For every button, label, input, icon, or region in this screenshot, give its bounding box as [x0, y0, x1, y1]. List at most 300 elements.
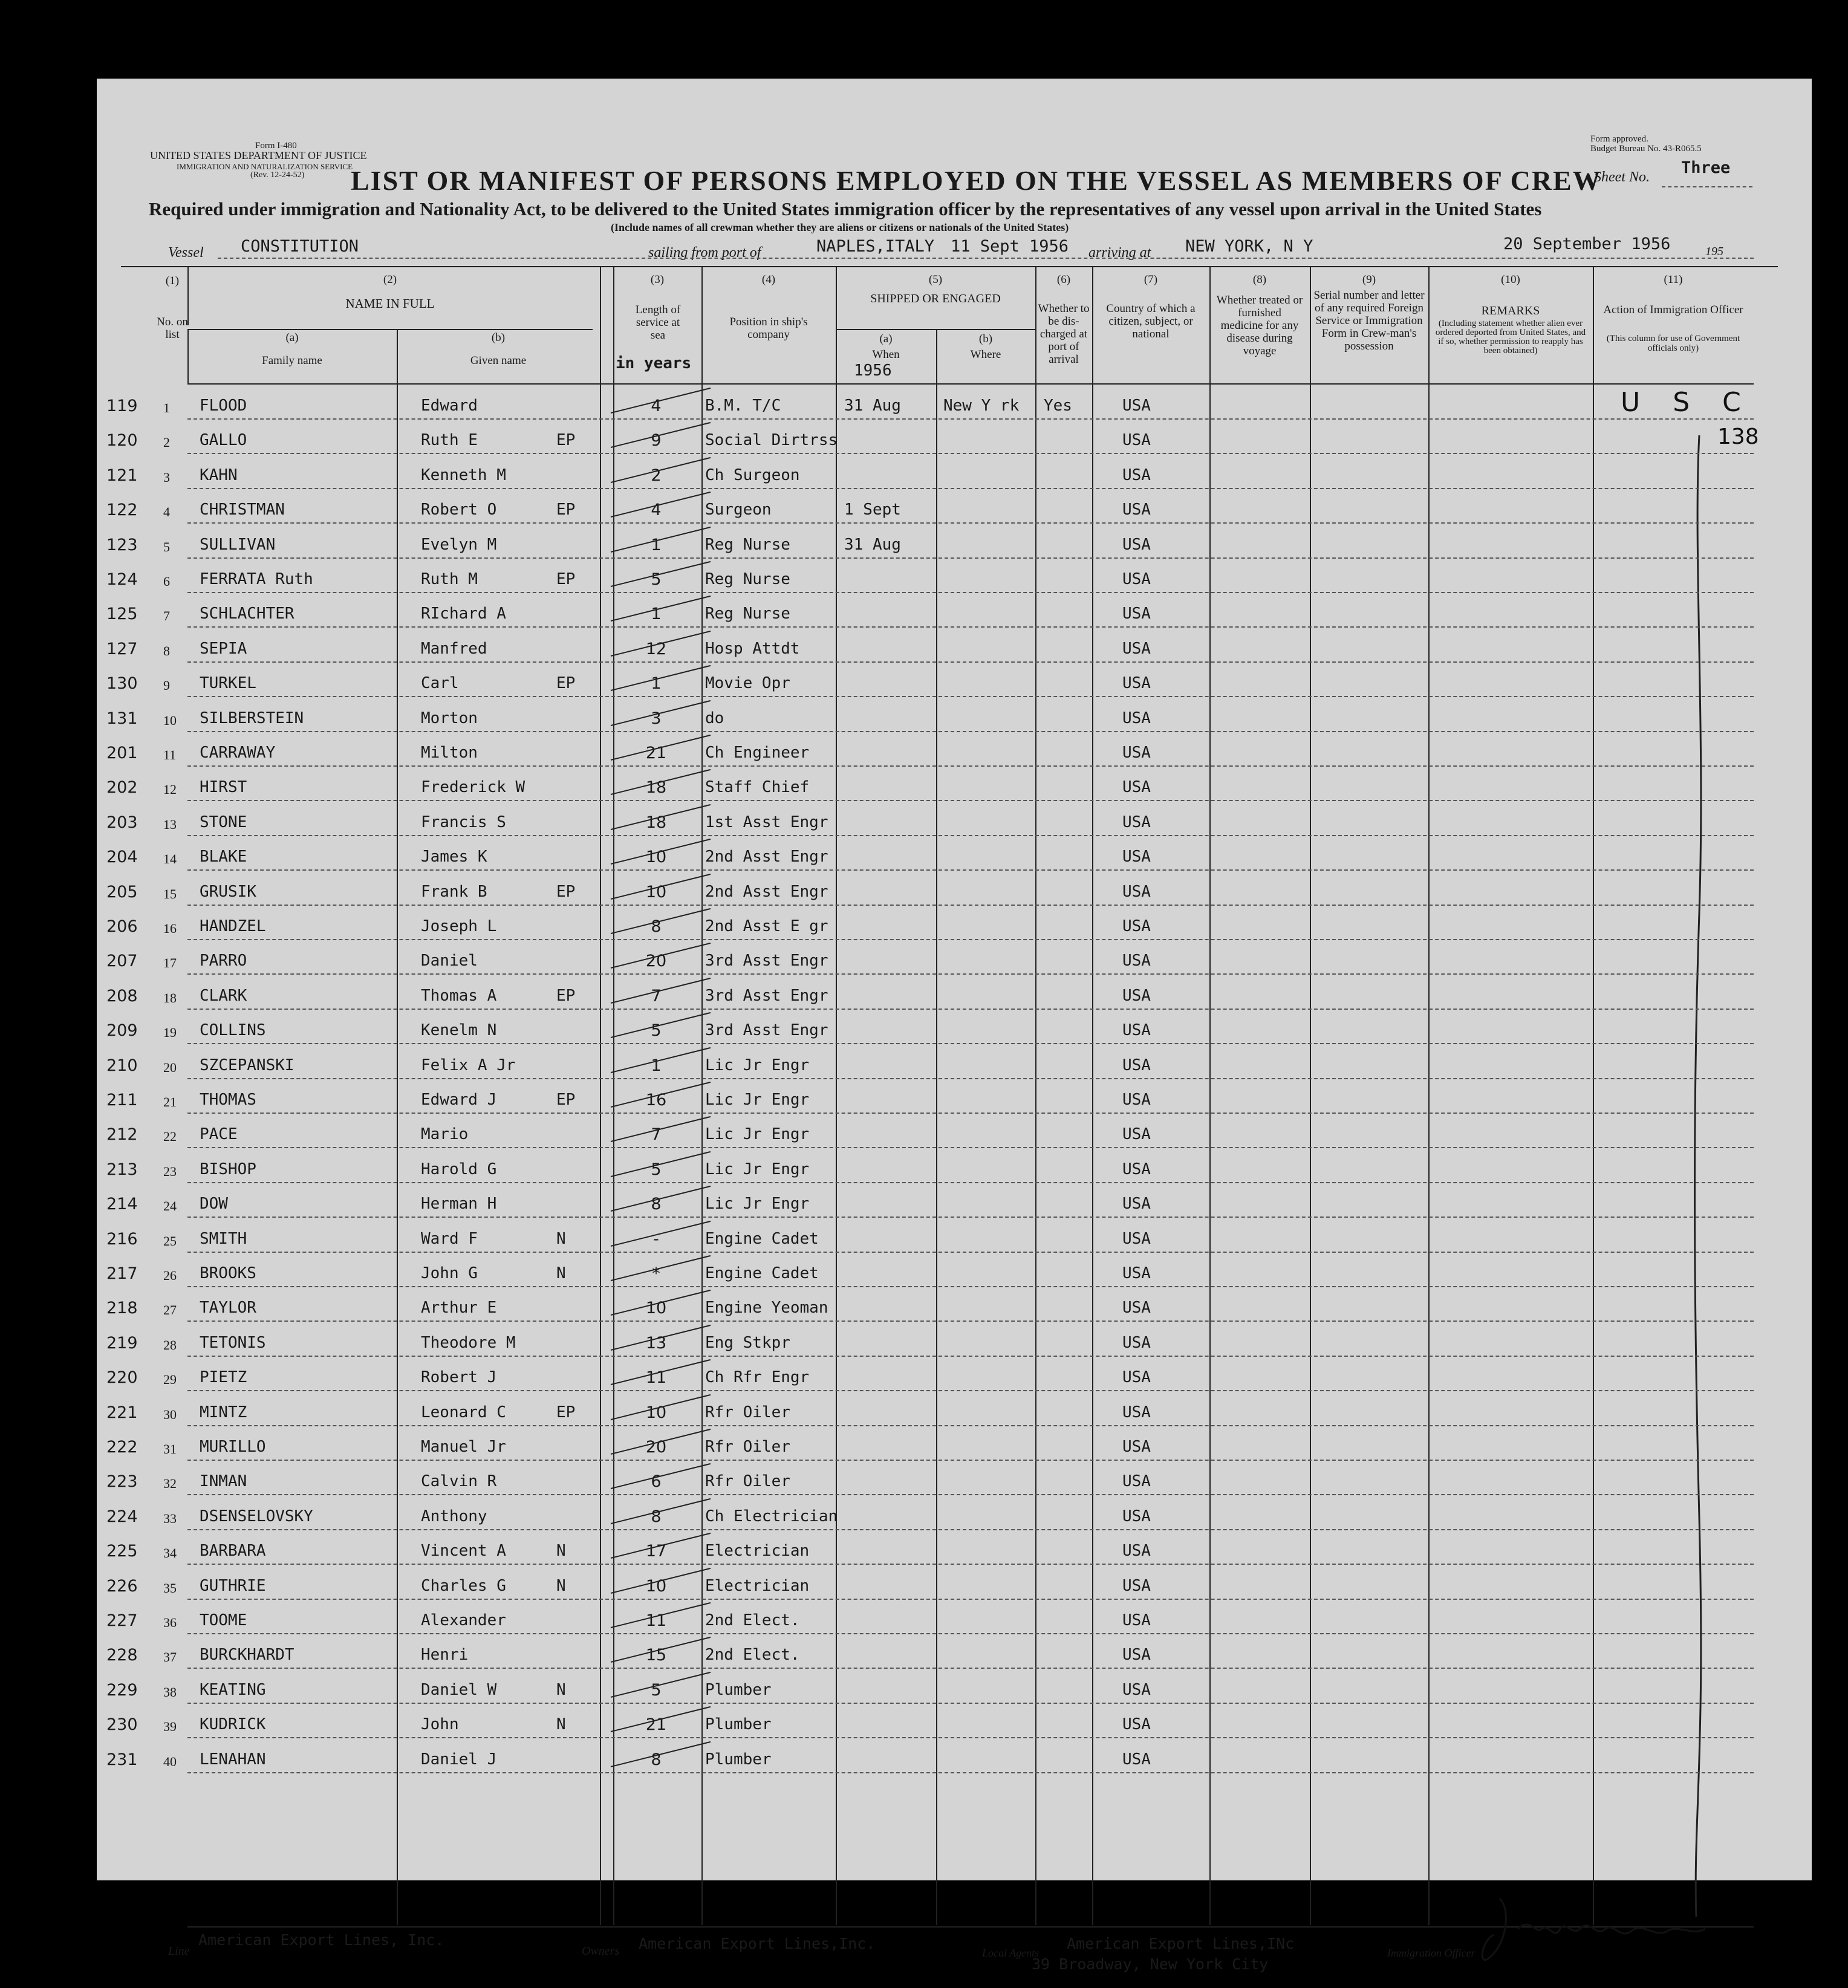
cell-given: Daniel: [421, 952, 478, 970]
cell-id: 127: [106, 640, 138, 658]
cell-n: 39: [163, 1719, 177, 1734]
cell-id: 225: [106, 1542, 138, 1561]
cell-given: James K: [421, 848, 487, 866]
cell-id: 214: [106, 1195, 138, 1213]
cell-country: USA: [1122, 1438, 1151, 1456]
cell-ep: EP: [556, 1091, 576, 1109]
cell-family: FLOOD: [200, 397, 247, 415]
cell-id: 209: [106, 1021, 138, 1040]
cell-country: USA: [1122, 1264, 1151, 1282]
cell-id: 208: [106, 987, 138, 1005]
table-row: [97, 1460, 1812, 1495]
cell-position: 2nd Elect.: [705, 1646, 800, 1664]
col1-header: No. on list: [157, 316, 188, 341]
cell-years: 6: [651, 1472, 662, 1491]
cell-n: 14: [163, 851, 177, 866]
cell-n: 9: [163, 678, 170, 693]
cell-years: 10: [645, 1403, 667, 1422]
cell-n: 36: [163, 1615, 177, 1630]
table-row: [97, 1530, 1812, 1565]
cell-position: Electrician: [705, 1577, 810, 1595]
cell-family: INMAN: [200, 1472, 247, 1490]
cell-given: Milton: [421, 744, 478, 762]
cell-position: Surgeon: [705, 501, 772, 519]
cell-family: PARRO: [200, 952, 247, 970]
cell-position: Lic Jr Engr: [705, 1160, 810, 1178]
table-row: [97, 940, 1812, 975]
cell-position: Rfr Oiler: [705, 1403, 790, 1421]
cell-years: 20: [645, 952, 667, 970]
cell-country: USA: [1122, 1611, 1151, 1629]
cell-id: 121: [106, 466, 138, 485]
cell-country: USA: [1122, 1542, 1151, 1560]
cell-n: 1: [163, 400, 170, 415]
col6-header: Whether to be dis-charged at port of arrival: [1038, 302, 1090, 366]
cell-position: Movie Opr: [705, 674, 790, 692]
table-row: [97, 1322, 1812, 1357]
cell-ep: EP: [556, 987, 576, 1005]
cell-family: TURKEL: [200, 674, 256, 692]
cell-given: Arthur E: [421, 1299, 497, 1317]
usc-annotation: U S C: [1621, 387, 1753, 418]
cell-given: Charles G: [421, 1577, 506, 1595]
cell-position: 2nd Asst E gr: [705, 917, 828, 935]
cell-family: PACE: [200, 1125, 238, 1143]
cell-years: 10: [645, 848, 667, 866]
cell-country: USA: [1122, 397, 1151, 415]
name-group-rule: [187, 329, 593, 330]
cell-id: 223: [106, 1472, 138, 1491]
cell-family: DSENSELOVSKY: [200, 1507, 313, 1525]
cell-id: 203: [106, 813, 138, 832]
cell-n: 32: [163, 1476, 177, 1491]
cell-ep: EP: [556, 570, 576, 588]
cell-position: 2nd Asst Engr: [705, 883, 828, 901]
cell-id: 124: [106, 570, 138, 589]
table-row: [97, 1495, 1812, 1530]
cell-family: DOW: [200, 1195, 228, 1213]
table-row: [97, 1391, 1812, 1426]
cell-given: Manfred: [421, 640, 487, 658]
cell-n: 26: [163, 1268, 177, 1283]
cell-country: USA: [1122, 778, 1151, 796]
cell-years: 10: [645, 1577, 667, 1596]
cell-country: USA: [1122, 883, 1151, 901]
cell-position: 2nd Elect.: [705, 1611, 800, 1629]
cell-position: Lic Jr Engr: [705, 1091, 810, 1109]
cell-n: 23: [163, 1164, 177, 1179]
cell-ep: EP: [556, 883, 576, 901]
cell-family: BURCKHARDT: [200, 1646, 294, 1664]
cell-years: -: [653, 1230, 659, 1249]
table-row: [97, 1565, 1812, 1600]
cell-family: COLLINS: [200, 1021, 266, 1039]
cell-position: Ch Rfr Engr: [705, 1368, 810, 1386]
cell-position: Plumber: [705, 1750, 772, 1769]
agency-service: IMMIGRATION AND NATURALIZATION SERVICE: [177, 162, 353, 171]
cell-id: 228: [106, 1646, 138, 1665]
cell-country: USA: [1122, 1750, 1151, 1769]
cell-country: USA: [1122, 674, 1151, 692]
cell-family: CHRISTMAN: [200, 501, 285, 519]
cell-id: 202: [106, 778, 138, 797]
cell-n: 13: [163, 817, 177, 832]
table-row: [97, 1287, 1812, 1322]
col1-number: (1): [165, 274, 180, 287]
cell-country: USA: [1122, 501, 1151, 519]
cell-given: Carl: [421, 674, 459, 692]
cell-country: USA: [1122, 536, 1151, 554]
cell-given: Calvin R: [421, 1472, 497, 1490]
table-row: [97, 1044, 1812, 1079]
cell-when: 31 Aug: [844, 397, 901, 415]
cell-id: 218: [106, 1299, 138, 1317]
cell-years: 5: [651, 1160, 662, 1179]
cell-n: 19: [163, 1025, 177, 1040]
table-row: [97, 766, 1812, 801]
cell-position: Plumber: [705, 1681, 772, 1699]
cell-family: MURILLO: [200, 1438, 266, 1456]
cell-country: USA: [1122, 1472, 1151, 1490]
cell-family: GRUSIK: [200, 883, 256, 901]
vessel-name: CONSTITUTION: [241, 237, 359, 256]
manifest-page: [97, 79, 1812, 1973]
cell-years: 12: [645, 640, 667, 658]
col3-header: Length of service at sea: [635, 304, 681, 342]
cell-position: do: [705, 709, 724, 727]
cell-family: SULLIVAN: [200, 536, 276, 554]
cell-family: GUTHRIE: [200, 1577, 266, 1595]
cell-family: TOOME: [200, 1611, 247, 1629]
table-row: [97, 419, 1812, 454]
cell-country: USA: [1122, 1334, 1151, 1352]
col9-number: (9): [1362, 273, 1376, 286]
cell-id: 206: [106, 917, 138, 936]
cell-n: 16: [163, 921, 177, 936]
cell-years: 10: [645, 883, 667, 901]
cell-country: USA: [1122, 431, 1151, 449]
cell-given: Edward: [421, 397, 478, 415]
cell-position: Ch Engineer: [705, 744, 810, 762]
cell-position: Eng Stkpr: [705, 1334, 790, 1352]
cell-given: Kenneth M: [421, 466, 506, 484]
cell-position: Social Dirtrss: [705, 431, 838, 449]
cell-n: 18: [163, 990, 177, 1005]
cell-country: USA: [1122, 1507, 1151, 1525]
cell-family: HIRST: [200, 778, 247, 796]
cell-n: 34: [163, 1545, 177, 1561]
cell-given: John: [421, 1715, 459, 1733]
cell-given: Francis S: [421, 813, 506, 831]
cell-n: 6: [163, 574, 170, 589]
col2-number: (2): [383, 273, 397, 286]
page-subtitle: Required under immigration and Nationality Act, to be delivered to the United States immigration officer by the representatives of any vessel upon arrival in the United States: [149, 198, 1542, 219]
cell-family: MINTZ: [200, 1403, 247, 1421]
cell-family: BISHOP: [200, 1160, 256, 1178]
cell-id: 213: [106, 1160, 138, 1179]
cell-country: USA: [1122, 1125, 1151, 1143]
cell-years: 21: [645, 744, 667, 762]
cell-years: 7: [651, 1125, 662, 1144]
cell-n: 2: [163, 435, 170, 450]
cell-given: Daniel W: [421, 1681, 497, 1699]
cell-years: 8: [651, 1750, 662, 1769]
table-row: [97, 1218, 1812, 1253]
cell-years: 18: [645, 778, 667, 797]
cell-given: Edward J: [421, 1091, 497, 1109]
agency-name: UNITED STATES DEPARTMENT OF JUSTICE: [150, 149, 367, 161]
cell-given: Herman H: [421, 1195, 497, 1213]
cell-position: Rfr Oiler: [705, 1438, 790, 1456]
cell-country: USA: [1122, 744, 1151, 762]
cell-n: 8: [163, 643, 170, 658]
cell-family: KAHN: [200, 466, 238, 484]
table-row: [97, 1079, 1812, 1114]
cell-n: 30: [163, 1407, 177, 1422]
cell-id: 227: [106, 1611, 138, 1630]
form-revision: (Rev. 12-24-52): [250, 171, 305, 180]
table-row: [97, 1669, 1812, 1704]
cell-given: Robert J: [421, 1368, 497, 1386]
cell-given: Theodore M: [421, 1334, 516, 1352]
cell-n: 27: [163, 1302, 177, 1317]
cell-ep: EP: [556, 674, 576, 692]
cell-family: KEATING: [200, 1681, 266, 1699]
col5a-number: (a): [879, 333, 893, 345]
col5-header: SHIPPED OR ENGAGED: [870, 292, 1001, 305]
cell-id: 220: [106, 1368, 138, 1387]
row-rule: [187, 1772, 1754, 1773]
cell-years: 4: [651, 501, 662, 519]
cell-country: USA: [1122, 1160, 1151, 1178]
cell-family: SILBERSTEIN: [200, 709, 304, 727]
cell-given: Daniel J: [421, 1750, 497, 1769]
table-row: [97, 662, 1812, 697]
cell-position: Ch Electrician: [705, 1507, 838, 1525]
cell-ep: N: [556, 1230, 566, 1248]
cell-years: 7: [651, 987, 662, 1005]
cell-years: 1: [651, 674, 662, 693]
cell-years: 21: [645, 1715, 667, 1734]
cell-years: 2: [651, 466, 662, 485]
col5-number: (5): [928, 273, 943, 286]
cell-family: CARRAWAY: [200, 744, 276, 762]
vessel-label: Vessel: [168, 245, 204, 261]
cell-family: STONE: [200, 813, 247, 831]
cell-position: B.M. T/C: [705, 397, 781, 415]
cell-country: USA: [1122, 1021, 1151, 1039]
cell-family: PIETZ: [200, 1368, 247, 1386]
table-row: [97, 1634, 1812, 1669]
cell-position: Ch Surgeon: [705, 466, 800, 484]
cell-family: SEPIA: [200, 640, 247, 658]
cell-id: 122: [106, 501, 138, 519]
cell-family: TETONIS: [200, 1334, 266, 1352]
cell-country: USA: [1122, 605, 1151, 623]
cell-n: 5: [163, 539, 170, 554]
cell-given: Frederick W: [421, 778, 525, 796]
col2a-number: (a): [285, 331, 299, 344]
cell-family: BARBARA: [200, 1542, 266, 1560]
cell-years: 5: [651, 1021, 662, 1040]
col10-header: REMARKS: [1481, 304, 1540, 317]
cell-given: Vincent A: [421, 1542, 506, 1560]
table-top-rule: [121, 266, 1778, 267]
table-row: [97, 628, 1812, 663]
cell-family: HANDZEL: [200, 917, 266, 935]
cell-n: 28: [163, 1337, 177, 1353]
table-row: [97, 1252, 1812, 1287]
cell-ep: N: [556, 1542, 566, 1560]
table-row: [97, 385, 1812, 420]
table-row: [97, 454, 1812, 489]
cell-given: Morton: [421, 709, 478, 727]
col3-number: (3): [650, 273, 665, 286]
table-row: [97, 1599, 1812, 1634]
cell-years: 9: [651, 431, 662, 450]
cell-position: 1st Asst Engr: [705, 813, 828, 831]
cell-position: Lic Jr Engr: [705, 1195, 810, 1213]
cell-position: Engine Cadet: [705, 1264, 819, 1282]
col4-header: Position in ship's company: [729, 316, 808, 341]
col5b-number: (b): [978, 333, 993, 345]
cell-when: 1 Sept: [844, 501, 901, 519]
col2b-number: (b): [491, 331, 506, 344]
cell-country: USA: [1122, 640, 1151, 658]
cell-years: 20: [645, 1438, 667, 1457]
table-row: [97, 1426, 1812, 1461]
departure-port: NAPLES,ITALY: [816, 237, 935, 256]
cell-family: FERRATA Ruth: [200, 570, 313, 588]
cell-family: BROOKS: [200, 1264, 256, 1282]
cell-country: USA: [1122, 1715, 1151, 1733]
agents-address: 39 Broadway, New York City: [1032, 1955, 1269, 1973]
cell-years: 1: [651, 536, 662, 554]
cell-n: 24: [163, 1198, 177, 1213]
officer-label: Immigration Officer: [1387, 1947, 1475, 1959]
cell-position: 3rd Asst Engr: [705, 1021, 828, 1039]
owners-label: Owners: [582, 1944, 620, 1958]
cell-id: 230: [106, 1715, 138, 1734]
cell-n: 33: [163, 1511, 177, 1526]
table-row: [97, 871, 1812, 906]
col5a-header: When: [872, 348, 900, 361]
cell-ep: N: [556, 1264, 566, 1282]
cell-given: Felix A Jr: [421, 1056, 516, 1074]
cell-n: 15: [163, 886, 177, 901]
cell-given: Ward F: [421, 1230, 478, 1248]
cell-n: 7: [163, 608, 170, 623]
cell-n: 10: [163, 713, 177, 728]
departure-date: 11 Sept 1956: [951, 237, 1069, 256]
cell-n: 29: [163, 1372, 177, 1387]
cell-years: 1: [651, 1056, 662, 1075]
col7-number: (7): [1144, 273, 1158, 286]
cell-id: 222: [106, 1438, 138, 1457]
cell-id: 212: [106, 1125, 138, 1144]
sheet-value: Three: [1681, 158, 1731, 177]
cell-years: 17: [645, 1542, 667, 1561]
cell-given: Manuel Jr: [421, 1438, 506, 1456]
cell-given: Mario: [421, 1125, 469, 1143]
cell-given: John G: [421, 1264, 478, 1282]
crew-inclusion-note: (Include names of all crewman whether they are aliens or citizens or nationals of the United States): [611, 221, 1069, 233]
arrival-port: NEW YORK, N Y: [1185, 237, 1313, 256]
cell-country: USA: [1122, 709, 1151, 727]
line-label: Line: [168, 1944, 190, 1958]
cell-position: Lic Jr Engr: [705, 1056, 810, 1074]
cell-n: 3: [163, 470, 170, 485]
cell-position: Reg Nurse: [705, 570, 790, 588]
cell-ep: EP: [556, 501, 576, 519]
col2a-header: Family name: [262, 354, 322, 367]
cell-id: 125: [106, 605, 138, 623]
cell-n: 37: [163, 1649, 177, 1665]
col10-subheader: (Including statement whether alien ever ordered deported from United States, and if so, whether permission to reapply has been obtained): [1435, 319, 1586, 356]
cell-id: 119: [106, 397, 138, 415]
cell-years: 13: [645, 1334, 667, 1353]
table-row: [97, 1356, 1812, 1391]
year-suffix: 195: [1705, 245, 1723, 258]
col3-units: in years: [616, 354, 692, 372]
cell-position: 2nd Asst Engr: [705, 848, 828, 866]
cell-country: USA: [1122, 1577, 1151, 1595]
cell-given: Harold G: [421, 1160, 497, 1178]
table-row: [97, 905, 1812, 940]
cell-position: Reg Nurse: [705, 536, 790, 554]
cell-position: 3rd Asst Engr: [705, 987, 828, 1005]
cell-given: Ruth E: [421, 431, 478, 449]
table-row: [97, 558, 1812, 593]
cell-discharge: Yes: [1044, 397, 1072, 415]
cell-id: 201: [106, 744, 138, 762]
col6-number: (6): [1056, 273, 1071, 286]
table-row: [97, 524, 1812, 559]
cell-n: 22: [163, 1129, 177, 1144]
cell-id: 217: [106, 1264, 138, 1283]
cell-years: 10: [645, 1299, 667, 1317]
cell-position: Engine Yeoman: [705, 1299, 828, 1317]
cell-family: KUDRICK: [200, 1715, 266, 1733]
cell-years: 8: [651, 1507, 662, 1526]
cell-years: 5: [651, 1681, 662, 1700]
col2-header: NAME IN FULL: [345, 296, 435, 311]
cell-country: USA: [1122, 1230, 1151, 1248]
cell-ep: N: [556, 1681, 566, 1699]
sailing-label: sailing from port of: [648, 245, 761, 261]
cell-country: USA: [1122, 1403, 1151, 1421]
col10-number: (10): [1501, 273, 1520, 286]
table-row: [97, 1703, 1812, 1738]
cell-family: THOMAS: [200, 1091, 256, 1109]
cell-n: 40: [163, 1754, 177, 1769]
budget-bureau: Budget Bureau No. 43-R065.5: [1590, 144, 1702, 154]
cell-country: USA: [1122, 1646, 1151, 1664]
table-row: [97, 801, 1812, 836]
cell-position: Plumber: [705, 1715, 772, 1733]
col11-subheader: (This column for use of Government officials only): [1606, 334, 1740, 353]
cell-given: Kenelm N: [421, 1021, 497, 1039]
cell-ep: EP: [556, 1403, 576, 1421]
cell-country: USA: [1122, 1299, 1151, 1317]
cell-years: 15: [645, 1646, 667, 1665]
cell-country: USA: [1122, 1195, 1151, 1213]
col5b-header: Where: [970, 348, 1001, 361]
cell-given: Frank B: [421, 883, 487, 901]
cell-n: 11: [163, 747, 177, 762]
cell-family: CLARK: [200, 987, 247, 1005]
cell-family: SMITH: [200, 1230, 247, 1248]
